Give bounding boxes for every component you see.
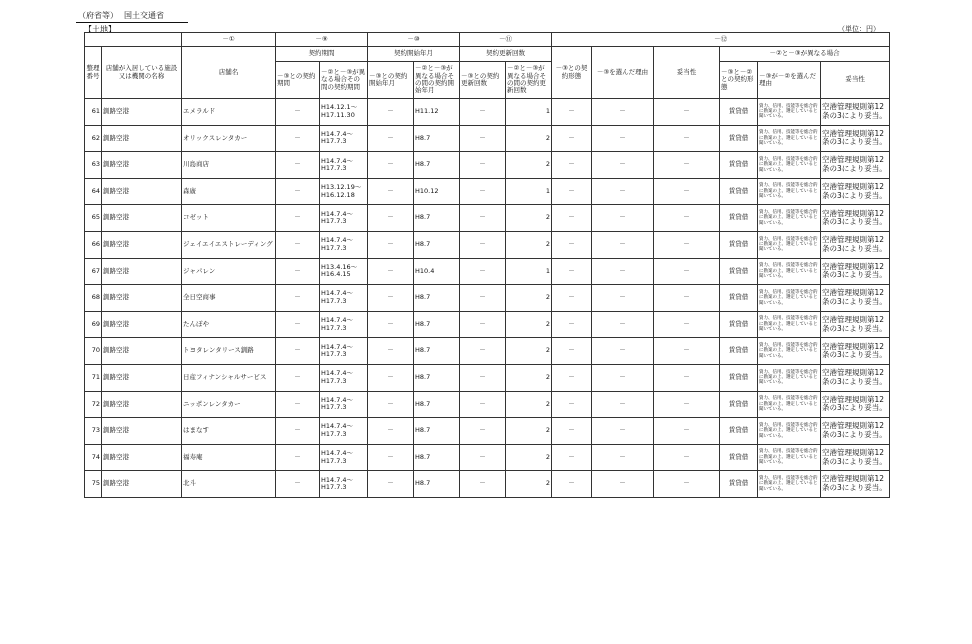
- col-header-renew-diff: －②と－③が異なる場合その間の契約更新回数: [506, 62, 552, 99]
- col-header-form-3: －③との契約形態: [552, 47, 592, 99]
- cell-form-23: 賃貸借: [720, 471, 758, 498]
- table-row: [85, 178, 890, 205]
- cell-start: H8.7: [414, 444, 460, 471]
- cell-shop: 森廣: [182, 178, 276, 205]
- cell-reason: －: [592, 178, 654, 205]
- cell-shop: 全日空商事: [182, 285, 276, 312]
- cell-renew-3: －: [460, 391, 506, 418]
- cell-period: H14.7.4～H17.7.3: [320, 152, 368, 179]
- cell-validity: －: [654, 152, 720, 179]
- cell-period-3: －: [276, 338, 320, 365]
- cell-no: 71: [85, 364, 102, 391]
- col-header-no: 整理番号: [85, 47, 102, 99]
- cell-validity-2: 空港管理規則第12条の3により妥当。: [821, 258, 890, 285]
- cell-validity-2: 空港管理規則第12条の3により妥当。: [821, 391, 890, 418]
- cell-renew: 1: [506, 258, 552, 285]
- cell-reason-2: 資力、信用、技能等を総合的に勘案の上、選定していると聞いている。: [758, 178, 821, 205]
- cell-start: H8.7: [414, 311, 460, 338]
- cell-shop: 川島商店: [182, 152, 276, 179]
- table-row: [85, 391, 890, 418]
- cell-validity-2: 空港管理規則第12条の3により妥当。: [821, 99, 890, 126]
- cell-no: 74: [85, 444, 102, 471]
- cell-reason: －: [592, 231, 654, 258]
- cell-shop: コゼット: [182, 205, 276, 232]
- cell-no: 68: [85, 285, 102, 312]
- cell-validity-2: 空港管理規則第12条の3により妥当。: [821, 152, 890, 179]
- cell-validity: －: [654, 285, 720, 312]
- cell-facility: 釧路空港: [102, 418, 182, 445]
- cell-reason-2: 資力、信用、技能等を総合的に勘案の上、選定していると聞いている。: [758, 391, 821, 418]
- cell-reason-2: 資力、信用、技能等を総合的に勘案の上、選定していると聞いている。: [758, 364, 821, 391]
- col-header-renew-3: －③との契約更新回数: [460, 62, 506, 99]
- cell-form-23: 賃貸借: [720, 152, 758, 179]
- cell-validity: －: [654, 311, 720, 338]
- cell-validity-2: 空港管理規則第12条の3により妥当。: [821, 178, 890, 205]
- cell-renew-3: －: [460, 418, 506, 445]
- cell-form-23: 賃貸借: [720, 125, 758, 152]
- cell-form-23: 賃貸借: [720, 205, 758, 232]
- col-header-reason-2: －③が－②を選んだ理由: [758, 62, 821, 99]
- cell-facility: 釧路空港: [102, 444, 182, 471]
- cell-reason-2: 資力、信用、技能等を総合的に勘案の上、選定していると聞いている。: [758, 311, 821, 338]
- cell-renew: 1: [506, 178, 552, 205]
- cell-facility: 釧路空港: [102, 125, 182, 152]
- table-row: [85, 231, 890, 258]
- cell-period: H14.7.4～H17.7.3: [320, 125, 368, 152]
- cell-form-23: 賃貸借: [720, 285, 758, 312]
- cell-form: －: [552, 444, 592, 471]
- cell-start: H10.12: [414, 178, 460, 205]
- cell-validity-2: 空港管理規則第12条の3により妥当。: [821, 364, 890, 391]
- cell-start-3: －: [368, 205, 414, 232]
- cell-no: 65: [85, 205, 102, 232]
- cell-form-23: 賃貸借: [720, 391, 758, 418]
- cell-form: －: [552, 311, 592, 338]
- table-row: [85, 258, 890, 285]
- cell-form: －: [552, 471, 592, 498]
- ministry-name: 国土交通省: [124, 11, 164, 20]
- cell-period: H14.7.4～H17.7.3: [320, 231, 368, 258]
- cell-renew: 1: [506, 99, 552, 126]
- cell-reason: －: [592, 364, 654, 391]
- cell-renew-3: －: [460, 471, 506, 498]
- cell-start: H8.7: [414, 205, 460, 232]
- cell-reason: －: [592, 152, 654, 179]
- cell-period: H14.7.4～H17.7.3: [320, 364, 368, 391]
- cell-form-23: 賃貸借: [720, 99, 758, 126]
- cell-start-3: －: [368, 418, 414, 445]
- cell-shop: 福寿庵: [182, 444, 276, 471]
- cell-facility: 釧路空港: [102, 391, 182, 418]
- header-blank: [85, 33, 182, 47]
- cell-reason-2: 資力、信用、技能等を総合的に勘案の上、選定していると聞いている。: [758, 285, 821, 312]
- cell-no: 62: [85, 125, 102, 152]
- cell-form-23: 賃貸借: [720, 338, 758, 365]
- cell-form: －: [552, 391, 592, 418]
- cell-shop: オリックスレンタカー: [182, 125, 276, 152]
- cell-start: H8.7: [414, 231, 460, 258]
- cell-reason: －: [592, 258, 654, 285]
- cell-start-3: －: [368, 99, 414, 126]
- cell-facility: 釧路空港: [102, 311, 182, 338]
- cell-no: 64: [85, 178, 102, 205]
- cell-period-3: －: [276, 364, 320, 391]
- cell-period-3: －: [276, 391, 320, 418]
- cell-reason: －: [592, 444, 654, 471]
- cell-no: 75: [85, 471, 102, 498]
- cell-form: －: [552, 205, 592, 232]
- cell-renew: 2: [506, 338, 552, 365]
- table-row: [85, 444, 890, 471]
- cell-reason: －: [592, 338, 654, 365]
- cell-start-3: －: [368, 178, 414, 205]
- cell-renew: 2: [506, 152, 552, 179]
- cell-period: H14.7.4～H17.7.3: [320, 285, 368, 312]
- cell-validity: －: [654, 258, 720, 285]
- cell-form-23: 賃貸借: [720, 258, 758, 285]
- cell-period: H13.4.16～H16.4.15: [320, 258, 368, 285]
- cell-reason-2: 資力、信用、技能等を総合的に勘案の上、選定していると聞いている。: [758, 418, 821, 445]
- cell-period-3: －: [276, 444, 320, 471]
- col-header-period-3: －③との契約期間: [276, 62, 320, 99]
- cell-facility: 釧路空港: [102, 258, 182, 285]
- cell-period-3: －: [276, 285, 320, 312]
- cell-start: H8.7: [414, 338, 460, 365]
- cell-start-3: －: [368, 444, 414, 471]
- col-header-facility: 店舗が入居している施設又は機関の名称: [102, 47, 182, 99]
- cell-start: H8.7: [414, 364, 460, 391]
- cell-renew-3: －: [460, 444, 506, 471]
- cell-validity: －: [654, 99, 720, 126]
- cell-facility: 釧路空港: [102, 231, 182, 258]
- cell-form: －: [552, 258, 592, 285]
- table-row: [85, 285, 890, 312]
- cell-no: 66: [85, 231, 102, 258]
- col-header-validity-top: 妥当性: [654, 47, 720, 99]
- cell-form-23: 賃貸借: [720, 364, 758, 391]
- col-header-start-diff: －②と－③が異なる場合その間の契約開始年月: [414, 62, 460, 99]
- cell-validity: －: [654, 231, 720, 258]
- cell-form: －: [552, 125, 592, 152]
- cell-validity-2: 空港管理規則第12条の3により妥当。: [821, 125, 890, 152]
- cell-period: H14.7.4～H17.7.3: [320, 444, 368, 471]
- table-row: [85, 418, 890, 445]
- cell-no: 63: [85, 152, 102, 179]
- cell-period-3: －: [276, 205, 320, 232]
- cell-form: －: [552, 285, 592, 312]
- cell-renew: 2: [506, 205, 552, 232]
- col-header-renewal: 契約更新回数: [460, 47, 552, 62]
- cell-period: H13.12.19～H16.12.18: [320, 178, 368, 205]
- cell-shop: 北斗: [182, 471, 276, 498]
- col-header-diff-group: －②と－③が異なる場合: [720, 47, 890, 62]
- cell-start: H8.7: [414, 152, 460, 179]
- cell-reason-2: 資力、信用、技能等を総合的に勘案の上、選定していると聞いている。: [758, 258, 821, 285]
- cell-renew-3: －: [460, 231, 506, 258]
- cell-start-3: －: [368, 364, 414, 391]
- cell-reason-2: 資力、信用、技能等を総合的に勘案の上、選定していると聞いている。: [758, 99, 821, 126]
- unit-label: （単位：円）: [838, 25, 880, 33]
- cell-reason: －: [592, 125, 654, 152]
- cell-validity-2: 空港管理規則第12条の3により妥当。: [821, 418, 890, 445]
- cell-start: H11.12: [414, 99, 460, 126]
- table-row: [85, 471, 890, 498]
- cell-reason-2: 資力、信用、技能等を総合的に勘案の上、選定していると聞いている。: [758, 125, 821, 152]
- cell-start-3: －: [368, 391, 414, 418]
- cell-shop: エメラルド: [182, 99, 276, 126]
- cell-validity: －: [654, 125, 720, 152]
- col-header-validity: 妥当性: [821, 62, 890, 99]
- cell-form: －: [552, 152, 592, 179]
- cell-reason-2: 資力、信用、技能等を総合的に勘案の上、選定していると聞いている。: [758, 444, 821, 471]
- col-header-shop: 店舗名: [182, 47, 276, 99]
- cell-renew-3: －: [460, 364, 506, 391]
- cell-start: H8.7: [414, 125, 460, 152]
- cell-period-3: －: [276, 152, 320, 179]
- cell-reason: －: [592, 311, 654, 338]
- cell-renew: 2: [506, 231, 552, 258]
- cell-period-3: －: [276, 311, 320, 338]
- cell-renew: 2: [506, 418, 552, 445]
- col-header-form-23: －③と－②との契約形態: [720, 62, 758, 99]
- cell-shop: 日産フィナンシャルサービス: [182, 364, 276, 391]
- cell-renew: 2: [506, 471, 552, 498]
- cell-facility: 釧路空港: [102, 285, 182, 312]
- ministry-label: （府省等）: [78, 11, 118, 20]
- cell-facility: 釧路空港: [102, 178, 182, 205]
- cell-validity-2: 空港管理規則第12条の3により妥当。: [821, 444, 890, 471]
- cell-period-3: －: [276, 125, 320, 152]
- cell-shop: はまなす: [182, 418, 276, 445]
- header-underline: [76, 22, 188, 23]
- cell-reason: －: [592, 205, 654, 232]
- cell-start: H8.7: [414, 418, 460, 445]
- cell-form: －: [552, 231, 592, 258]
- ministry-header: [78, 10, 170, 21]
- group-header-12: －⑫: [552, 33, 890, 47]
- cell-start-3: －: [368, 311, 414, 338]
- cell-validity-2: 空港管理規則第12条の3により妥当。: [821, 285, 890, 312]
- cell-shop: ジェイエイエストレーディング: [182, 231, 276, 258]
- col-header-period-diff: －②と－③が異なる場合その間の契約期間: [320, 62, 368, 99]
- col-header-reason-3: －③を選んだ理由: [592, 47, 654, 99]
- cell-validity: －: [654, 205, 720, 232]
- cell-start: H8.7: [414, 471, 460, 498]
- cell-reason: －: [592, 391, 654, 418]
- cell-form-23: 賃貸借: [720, 311, 758, 338]
- cell-reason-2: 資力、信用、技能等を総合的に勘案の上、選定していると聞いている。: [758, 471, 821, 498]
- cell-renew-3: －: [460, 285, 506, 312]
- category-label: 【土地】: [84, 25, 116, 34]
- lease-table: [84, 32, 890, 498]
- cell-reason-2: 資力、信用、技能等を総合的に勘案の上、選定していると聞いている。: [758, 205, 821, 232]
- cell-form: －: [552, 178, 592, 205]
- cell-validity: －: [654, 338, 720, 365]
- cell-renew-3: －: [460, 178, 506, 205]
- table-row: [85, 205, 890, 232]
- cell-reason-2: 資力、信用、技能等を総合的に勘案の上、選定していると聞いている。: [758, 338, 821, 365]
- cell-renew: 2: [506, 444, 552, 471]
- cell-facility: 釧路空港: [102, 364, 182, 391]
- group-header-11: －⑪: [460, 33, 552, 47]
- cell-no: 61: [85, 99, 102, 126]
- cell-start: H8.7: [414, 285, 460, 312]
- cell-renew: 2: [506, 285, 552, 312]
- cell-no: 70: [85, 338, 102, 365]
- cell-period: H14.7.4～H17.7.3: [320, 338, 368, 365]
- cell-form: －: [552, 364, 592, 391]
- group-header-1: －①: [182, 33, 276, 47]
- cell-start-3: －: [368, 125, 414, 152]
- cell-period-3: －: [276, 99, 320, 126]
- cell-facility: 釧路空港: [102, 99, 182, 126]
- group-header-9: －⑨: [276, 33, 368, 47]
- cell-form-23: 賃貸借: [720, 418, 758, 445]
- cell-renew-3: －: [460, 338, 506, 365]
- cell-period-3: －: [276, 178, 320, 205]
- cell-start-3: －: [368, 338, 414, 365]
- cell-period: H14.7.4～H17.7.3: [320, 418, 368, 445]
- table-row: [85, 364, 890, 391]
- cell-reason: －: [592, 471, 654, 498]
- cell-facility: 釧路空港: [102, 205, 182, 232]
- cell-renew-3: －: [460, 99, 506, 126]
- cell-renew-3: －: [460, 311, 506, 338]
- cell-no: 69: [85, 311, 102, 338]
- table-row: [85, 99, 890, 126]
- cell-period: H14.7.4～H17.7.3: [320, 471, 368, 498]
- cell-renew-3: －: [460, 125, 506, 152]
- cell-start-3: －: [368, 231, 414, 258]
- cell-start: H10.4: [414, 258, 460, 285]
- cell-renew: 2: [506, 125, 552, 152]
- table-row: [85, 311, 890, 338]
- cell-form: －: [552, 418, 592, 445]
- cell-shop: ニッポンレンタカー: [182, 391, 276, 418]
- cell-reason-2: 資力、信用、技能等を総合的に勘案の上、選定していると聞いている。: [758, 231, 821, 258]
- col-header-start: 契約開始年月: [368, 47, 460, 62]
- cell-shop: ジャパレン: [182, 258, 276, 285]
- cell-validity: －: [654, 418, 720, 445]
- cell-validity: －: [654, 391, 720, 418]
- cell-validity: －: [654, 471, 720, 498]
- cell-renew-3: －: [460, 152, 506, 179]
- cell-renew: 2: [506, 391, 552, 418]
- col-header-period: 契約期間: [276, 47, 368, 62]
- cell-validity: －: [654, 178, 720, 205]
- table-row: [85, 125, 890, 152]
- cell-period: H14.7.4～H17.7.3: [320, 391, 368, 418]
- cell-period: H14.7.4～H17.7.3: [320, 205, 368, 232]
- cell-form: －: [552, 338, 592, 365]
- cell-facility: 釧路空港: [102, 152, 182, 179]
- cell-renew: 2: [506, 311, 552, 338]
- cell-no: 67: [85, 258, 102, 285]
- cell-renew: 2: [506, 364, 552, 391]
- group-header-10: －⑩: [368, 33, 460, 47]
- cell-validity: －: [654, 364, 720, 391]
- cell-form-23: 賃貸借: [720, 444, 758, 471]
- cell-period: H14.7.4～H17.7.3: [320, 311, 368, 338]
- cell-period-3: －: [276, 418, 320, 445]
- cell-form-23: 賃貸借: [720, 178, 758, 205]
- cell-start-3: －: [368, 152, 414, 179]
- cell-period-3: －: [276, 471, 320, 498]
- table-body: [85, 99, 890, 498]
- cell-renew-3: －: [460, 205, 506, 232]
- table-row: [85, 152, 890, 179]
- cell-shop: トヨタレンタリース釧路: [182, 338, 276, 365]
- cell-facility: 釧路空港: [102, 338, 182, 365]
- cell-validity-2: 空港管理規則第12条の3により妥当。: [821, 311, 890, 338]
- cell-start-3: －: [368, 471, 414, 498]
- cell-shop: たんぽや: [182, 311, 276, 338]
- cell-facility: 釧路空港: [102, 471, 182, 498]
- cell-start-3: －: [368, 285, 414, 312]
- table-row: [85, 338, 890, 365]
- cell-form: －: [552, 99, 592, 126]
- col-header-start-3: －③との契約開始年月: [368, 62, 414, 99]
- cell-validity-2: 空港管理規則第12条の3により妥当。: [821, 231, 890, 258]
- cell-validity-2: 空港管理規則第12条の3により妥当。: [821, 471, 890, 498]
- cell-validity: －: [654, 444, 720, 471]
- cell-no: 72: [85, 391, 102, 418]
- cell-form-23: 賃貸借: [720, 231, 758, 258]
- cell-no: 73: [85, 418, 102, 445]
- cell-period: H14.12.1～H17.11.30: [320, 99, 368, 126]
- cell-period-3: －: [276, 231, 320, 258]
- cell-period-3: －: [276, 258, 320, 285]
- cell-validity-2: 空港管理規則第12条の3により妥当。: [821, 205, 890, 232]
- cell-renew-3: －: [460, 258, 506, 285]
- cell-reason: －: [592, 99, 654, 126]
- cell-validity-2: 空港管理規則第12条の3により妥当。: [821, 338, 890, 365]
- cell-start-3: －: [368, 258, 414, 285]
- cell-reason-2: 資力、信用、技能等を総合的に勘案の上、選定していると聞いている。: [758, 152, 821, 179]
- cell-reason: －: [592, 285, 654, 312]
- cell-reason: －: [592, 418, 654, 445]
- cell-start: H8.7: [414, 391, 460, 418]
